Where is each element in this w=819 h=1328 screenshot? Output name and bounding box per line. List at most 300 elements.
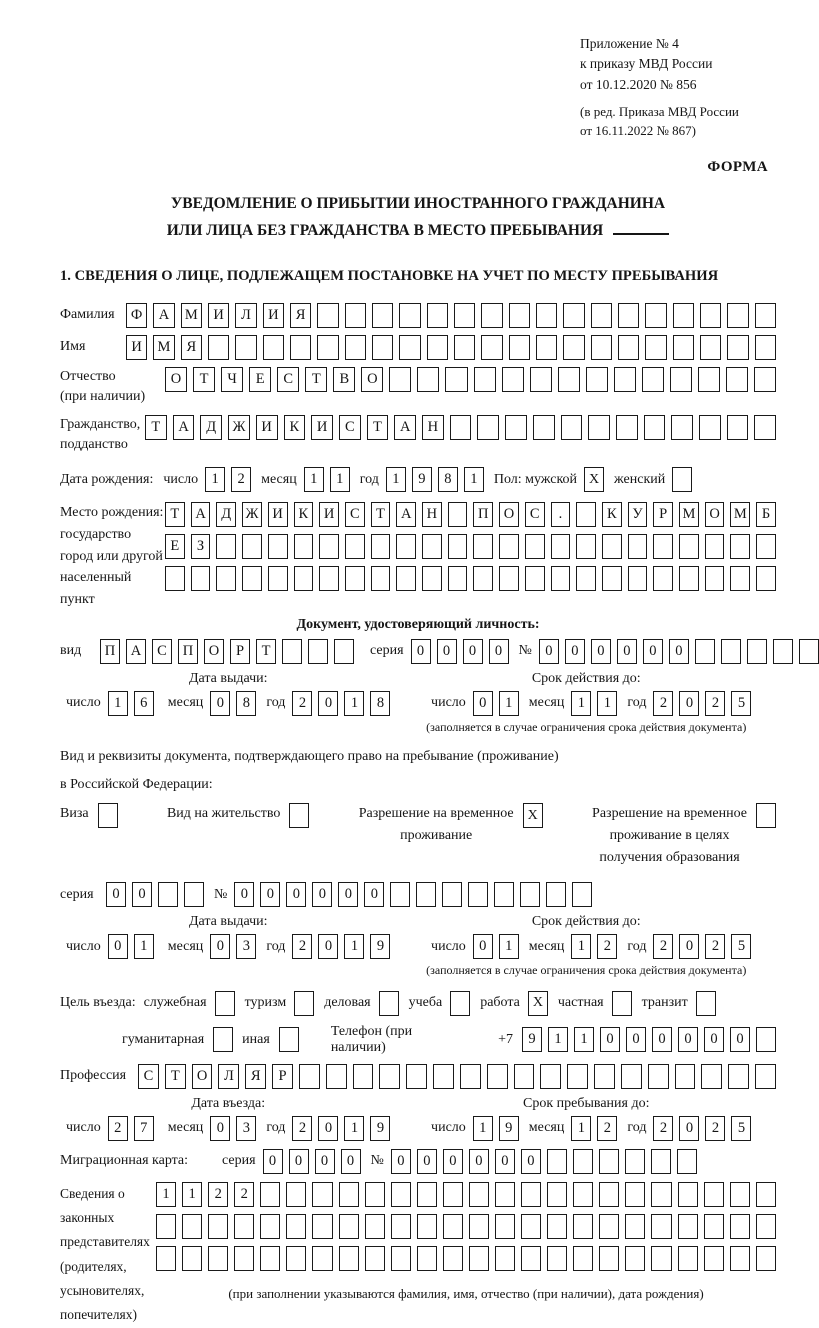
char-cell[interactable]: [294, 566, 314, 591]
char-cell[interactable]: [365, 1246, 385, 1271]
char-cell[interactable]: 0: [679, 691, 699, 716]
char-cell[interactable]: 1: [571, 691, 591, 716]
char-cell[interactable]: [445, 367, 467, 392]
char-cell[interactable]: [443, 1214, 463, 1239]
char-cell[interactable]: Е: [249, 367, 271, 392]
char-cell[interactable]: [263, 335, 284, 360]
surname-cells[interactable]: [126, 303, 776, 328]
char-cell[interactable]: 1: [344, 1116, 364, 1141]
char-cell[interactable]: 0: [600, 1027, 620, 1052]
char-cell[interactable]: [442, 882, 462, 907]
char-cell[interactable]: [679, 566, 699, 591]
char-cell[interactable]: А: [173, 415, 195, 440]
char-cell[interactable]: Т: [165, 502, 185, 527]
char-cell[interactable]: 0: [437, 639, 457, 664]
char-cell[interactable]: И: [319, 502, 339, 527]
residence-issue-year-cells[interactable]: [292, 934, 390, 959]
char-cell[interactable]: [495, 1246, 515, 1271]
char-cell[interactable]: Л: [218, 1064, 239, 1089]
char-cell[interactable]: [396, 534, 416, 559]
char-cell[interactable]: [651, 1149, 671, 1174]
char-cell[interactable]: С: [525, 502, 545, 527]
char-cell[interactable]: 1: [182, 1182, 202, 1207]
char-cell[interactable]: [773, 639, 793, 664]
char-cell[interactable]: 2: [231, 467, 251, 492]
char-cell[interactable]: [260, 1246, 280, 1271]
char-cell[interactable]: [536, 303, 557, 328]
char-cell[interactable]: [642, 367, 664, 392]
char-cell[interactable]: [427, 303, 448, 328]
char-cell[interactable]: [317, 303, 338, 328]
char-cell[interactable]: [242, 566, 262, 591]
char-cell[interactable]: [326, 1064, 347, 1089]
residence-permit-checkbox[interactable]: [289, 803, 309, 828]
char-cell[interactable]: [536, 335, 557, 360]
char-cell[interactable]: 5: [731, 691, 751, 716]
stay-day-cells[interactable]: [473, 1116, 519, 1141]
char-cell[interactable]: [747, 639, 767, 664]
char-cell[interactable]: [625, 1149, 645, 1174]
char-cell[interactable]: [396, 566, 416, 591]
char-cell[interactable]: [390, 882, 410, 907]
migration-number-cells[interactable]: [391, 1149, 697, 1174]
char-cell[interactable]: [208, 1214, 228, 1239]
char-cell[interactable]: 0: [521, 1149, 541, 1174]
char-cell[interactable]: [422, 534, 442, 559]
char-cell[interactable]: [156, 1246, 176, 1271]
citizenship-cells[interactable]: [145, 415, 776, 440]
char-cell[interactable]: [727, 415, 749, 440]
char-cell[interactable]: 0: [469, 1149, 489, 1174]
char-cell[interactable]: К: [294, 502, 314, 527]
char-cell[interactable]: О: [192, 1064, 213, 1089]
char-cell[interactable]: [730, 534, 750, 559]
char-cell[interactable]: [371, 534, 391, 559]
char-cell[interactable]: 0: [678, 1027, 698, 1052]
char-cell[interactable]: 0: [106, 882, 126, 907]
char-cell[interactable]: 2: [653, 691, 673, 716]
entry-month-cells[interactable]: [210, 1116, 256, 1141]
char-cell[interactable]: [705, 566, 725, 591]
issue-day-cells[interactable]: [108, 691, 154, 716]
char-cell[interactable]: Т: [367, 415, 389, 440]
char-cell[interactable]: [721, 639, 741, 664]
char-cell[interactable]: [469, 1246, 489, 1271]
char-cell[interactable]: [586, 367, 608, 392]
char-cell[interactable]: 3: [236, 1116, 256, 1141]
char-cell[interactable]: 0: [643, 639, 663, 664]
char-cell[interactable]: [495, 1182, 515, 1207]
char-cell[interactable]: 0: [318, 1116, 338, 1141]
char-cell[interactable]: 2: [234, 1182, 254, 1207]
char-cell[interactable]: [700, 303, 721, 328]
char-cell[interactable]: [625, 1246, 645, 1271]
char-cell[interactable]: 1: [156, 1182, 176, 1207]
char-cell[interactable]: М: [730, 502, 750, 527]
char-cell[interactable]: [699, 415, 721, 440]
char-cell[interactable]: 0: [260, 882, 280, 907]
char-cell[interactable]: [242, 534, 262, 559]
char-cell[interactable]: [339, 1182, 359, 1207]
char-cell[interactable]: 3: [236, 934, 256, 959]
char-cell[interactable]: 0: [312, 882, 332, 907]
char-cell[interactable]: [576, 534, 596, 559]
char-cell[interactable]: 0: [679, 934, 699, 959]
char-cell[interactable]: Ч: [221, 367, 243, 392]
char-cell[interactable]: [730, 1182, 750, 1207]
char-cell[interactable]: 1: [571, 934, 591, 959]
birth-place-cells-row1[interactable]: [165, 502, 776, 527]
char-cell[interactable]: [158, 882, 178, 907]
char-cell[interactable]: [494, 882, 514, 907]
char-cell[interactable]: 0: [318, 934, 338, 959]
temporary-residence-education-checkbox[interactable]: [756, 803, 776, 828]
char-cell[interactable]: [754, 367, 776, 392]
char-cell[interactable]: 7: [134, 1116, 154, 1141]
char-cell[interactable]: [417, 1182, 437, 1207]
char-cell[interactable]: [443, 1182, 463, 1207]
char-cell[interactable]: [417, 367, 439, 392]
char-cell[interactable]: [628, 566, 648, 591]
char-cell[interactable]: Р: [272, 1064, 293, 1089]
char-cell[interactable]: [345, 303, 366, 328]
char-cell[interactable]: 1: [108, 691, 128, 716]
char-cell[interactable]: 0: [364, 882, 384, 907]
char-cell[interactable]: 0: [318, 691, 338, 716]
char-cell[interactable]: 5: [731, 1116, 751, 1141]
char-cell[interactable]: [756, 534, 776, 559]
char-cell[interactable]: С: [152, 639, 172, 664]
issue-month-cells[interactable]: [210, 691, 256, 716]
char-cell[interactable]: 1: [571, 1116, 591, 1141]
char-cell[interactable]: Я: [245, 1064, 266, 1089]
char-cell[interactable]: В: [333, 367, 355, 392]
char-cell[interactable]: 0: [411, 639, 431, 664]
char-cell[interactable]: [184, 882, 204, 907]
char-cell[interactable]: [755, 335, 776, 360]
char-cell[interactable]: [567, 1064, 588, 1089]
char-cell[interactable]: [704, 1214, 724, 1239]
char-cell[interactable]: С: [277, 367, 299, 392]
char-cell[interactable]: [417, 1246, 437, 1271]
char-cell[interactable]: 2: [292, 1116, 312, 1141]
char-cell[interactable]: 1: [597, 691, 617, 716]
char-cell[interactable]: [454, 303, 475, 328]
char-cell[interactable]: [399, 303, 420, 328]
valid-month-cells[interactable]: [571, 691, 617, 716]
char-cell[interactable]: К: [284, 415, 306, 440]
char-cell[interactable]: [372, 303, 393, 328]
purpose-work-checkbox[interactable]: X: [528, 991, 548, 1016]
char-cell[interactable]: [799, 639, 819, 664]
char-cell[interactable]: З: [191, 534, 211, 559]
char-cell[interactable]: Я: [181, 335, 202, 360]
char-cell[interactable]: [379, 1064, 400, 1089]
purpose-business-checkbox[interactable]: [379, 991, 399, 1016]
char-cell[interactable]: 0: [289, 1149, 309, 1174]
char-cell[interactable]: [319, 534, 339, 559]
char-cell[interactable]: [469, 1214, 489, 1239]
char-cell[interactable]: С: [138, 1064, 159, 1089]
char-cell[interactable]: 1: [330, 467, 350, 492]
char-cell[interactable]: 1: [499, 691, 519, 716]
char-cell[interactable]: [653, 534, 673, 559]
char-cell[interactable]: [260, 1182, 280, 1207]
char-cell[interactable]: Т: [371, 502, 391, 527]
char-cell[interactable]: 2: [653, 934, 673, 959]
residence-series-cells[interactable]: [106, 882, 204, 907]
char-cell[interactable]: [670, 367, 692, 392]
char-cell[interactable]: [671, 415, 693, 440]
char-cell[interactable]: [645, 303, 666, 328]
char-cell[interactable]: [454, 335, 475, 360]
char-cell[interactable]: [312, 1214, 332, 1239]
char-cell[interactable]: [372, 335, 393, 360]
char-cell[interactable]: [208, 335, 229, 360]
char-cell[interactable]: [572, 882, 592, 907]
char-cell[interactable]: [644, 415, 666, 440]
char-cell[interactable]: [614, 367, 636, 392]
char-cell[interactable]: [573, 1182, 593, 1207]
char-cell[interactable]: [477, 415, 499, 440]
visa-checkbox[interactable]: [98, 803, 118, 828]
char-cell[interactable]: [339, 1246, 359, 1271]
representatives-cells-row1[interactable]: [156, 1182, 776, 1207]
char-cell[interactable]: [481, 335, 502, 360]
char-cell[interactable]: 0: [730, 1027, 750, 1052]
char-cell[interactable]: [286, 1182, 306, 1207]
char-cell[interactable]: 2: [597, 934, 617, 959]
char-cell[interactable]: Е: [165, 534, 185, 559]
purpose-other-checkbox[interactable]: [279, 1027, 299, 1052]
char-cell[interactable]: [156, 1214, 176, 1239]
representatives-cells-row3[interactable]: [156, 1246, 776, 1271]
temporary-residence-checkbox[interactable]: X: [523, 803, 543, 828]
char-cell[interactable]: 2: [653, 1116, 673, 1141]
char-cell[interactable]: [417, 1214, 437, 1239]
birth-month-cells[interactable]: [304, 467, 350, 492]
char-cell[interactable]: [625, 1182, 645, 1207]
char-cell[interactable]: [730, 1246, 750, 1271]
char-cell[interactable]: 1: [304, 467, 324, 492]
sex-male-checkbox[interactable]: X: [584, 467, 604, 492]
char-cell[interactable]: [268, 566, 288, 591]
char-cell[interactable]: 1: [344, 691, 364, 716]
char-cell[interactable]: 9: [370, 1116, 390, 1141]
char-cell[interactable]: 0: [539, 639, 559, 664]
char-cell[interactable]: [698, 367, 720, 392]
char-cell[interactable]: [648, 1064, 669, 1089]
char-cell[interactable]: 0: [669, 639, 689, 664]
char-cell[interactable]: 8: [236, 691, 256, 716]
char-cell[interactable]: [525, 566, 545, 591]
char-cell[interactable]: О: [165, 367, 187, 392]
char-cell[interactable]: [345, 534, 365, 559]
char-cell[interactable]: [505, 415, 527, 440]
char-cell[interactable]: [755, 303, 776, 328]
char-cell[interactable]: М: [679, 502, 699, 527]
char-cell[interactable]: 0: [617, 639, 637, 664]
char-cell[interactable]: [406, 1064, 427, 1089]
char-cell[interactable]: [727, 335, 748, 360]
char-cell[interactable]: Я: [290, 303, 311, 328]
char-cell[interactable]: А: [394, 415, 416, 440]
char-cell[interactable]: [756, 1182, 776, 1207]
char-cell[interactable]: [481, 303, 502, 328]
char-cell[interactable]: [286, 1246, 306, 1271]
birth-year-cells[interactable]: [386, 467, 484, 492]
entry-year-cells[interactable]: [292, 1116, 390, 1141]
char-cell[interactable]: 0: [391, 1149, 411, 1174]
profession-cells[interactable]: [138, 1064, 776, 1089]
char-cell[interactable]: [450, 415, 472, 440]
char-cell[interactable]: 1: [574, 1027, 594, 1052]
char-cell[interactable]: 0: [489, 639, 509, 664]
char-cell[interactable]: А: [396, 502, 416, 527]
char-cell[interactable]: [216, 534, 236, 559]
char-cell[interactable]: [705, 534, 725, 559]
char-cell[interactable]: [234, 1214, 254, 1239]
char-cell[interactable]: [561, 415, 583, 440]
char-cell[interactable]: 0: [338, 882, 358, 907]
issue-year-cells[interactable]: [292, 691, 390, 716]
char-cell[interactable]: 0: [263, 1149, 283, 1174]
char-cell[interactable]: [651, 1246, 671, 1271]
char-cell[interactable]: [602, 566, 622, 591]
char-cell[interactable]: [618, 335, 639, 360]
char-cell[interactable]: 9: [412, 467, 432, 492]
char-cell[interactable]: [547, 1214, 567, 1239]
char-cell[interactable]: [551, 534, 571, 559]
char-cell[interactable]: 5: [731, 934, 751, 959]
char-cell[interactable]: 1: [473, 1116, 493, 1141]
char-cell[interactable]: [520, 882, 540, 907]
char-cell[interactable]: П: [178, 639, 198, 664]
char-cell[interactable]: [282, 639, 302, 664]
char-cell[interactable]: 2: [208, 1182, 228, 1207]
char-cell[interactable]: [754, 415, 776, 440]
char-cell[interactable]: 0: [473, 691, 493, 716]
char-cell[interactable]: [345, 335, 366, 360]
char-cell[interactable]: [365, 1214, 385, 1239]
char-cell[interactable]: М: [153, 335, 174, 360]
valid-day-cells[interactable]: [473, 691, 519, 716]
char-cell[interactable]: 9: [499, 1116, 519, 1141]
char-cell[interactable]: 0: [341, 1149, 361, 1174]
char-cell[interactable]: П: [100, 639, 120, 664]
char-cell[interactable]: 2: [292, 691, 312, 716]
char-cell[interactable]: [573, 1149, 593, 1174]
char-cell[interactable]: [573, 1246, 593, 1271]
char-cell[interactable]: [499, 566, 519, 591]
purpose-private-checkbox[interactable]: [612, 991, 632, 1016]
char-cell[interactable]: У: [628, 502, 648, 527]
char-cell[interactable]: [443, 1246, 463, 1271]
char-cell[interactable]: [473, 566, 493, 591]
char-cell[interactable]: Ж: [242, 502, 262, 527]
representatives-cells-row2[interactable]: [156, 1214, 776, 1239]
migration-series-cells[interactable]: [263, 1149, 361, 1174]
char-cell[interactable]: [460, 1064, 481, 1089]
char-cell[interactable]: 0: [234, 882, 254, 907]
char-cell[interactable]: 2: [292, 934, 312, 959]
char-cell[interactable]: 1: [548, 1027, 568, 1052]
char-cell[interactable]: [389, 367, 411, 392]
char-cell[interactable]: [299, 1064, 320, 1089]
char-cell[interactable]: [521, 1182, 541, 1207]
residence-issue-day-cells[interactable]: [108, 934, 154, 959]
char-cell[interactable]: [591, 335, 612, 360]
char-cell[interactable]: [448, 566, 468, 591]
char-cell[interactable]: [546, 882, 566, 907]
stay-year-cells[interactable]: [653, 1116, 751, 1141]
char-cell[interactable]: [756, 1214, 776, 1239]
char-cell[interactable]: [521, 1214, 541, 1239]
char-cell[interactable]: [730, 566, 750, 591]
char-cell[interactable]: 0: [108, 934, 128, 959]
char-cell[interactable]: А: [191, 502, 211, 527]
char-cell[interactable]: 0: [495, 1149, 515, 1174]
char-cell[interactable]: [599, 1214, 619, 1239]
char-cell[interactable]: [727, 303, 748, 328]
name-cells[interactable]: [126, 335, 776, 360]
char-cell[interactable]: [599, 1246, 619, 1271]
char-cell[interactable]: 0: [417, 1149, 437, 1174]
char-cell[interactable]: [675, 1064, 696, 1089]
char-cell[interactable]: 0: [591, 639, 611, 664]
char-cell[interactable]: И: [208, 303, 229, 328]
char-cell[interactable]: [371, 566, 391, 591]
char-cell[interactable]: [573, 1214, 593, 1239]
char-cell[interactable]: Д: [200, 415, 222, 440]
char-cell[interactable]: И: [268, 502, 288, 527]
char-cell[interactable]: [502, 367, 524, 392]
char-cell[interactable]: [416, 882, 436, 907]
char-cell[interactable]: .: [551, 502, 571, 527]
char-cell[interactable]: М: [181, 303, 202, 328]
char-cell[interactable]: [679, 534, 699, 559]
char-cell[interactable]: Т: [256, 639, 276, 664]
char-cell[interactable]: [704, 1246, 724, 1271]
char-cell[interactable]: 0: [679, 1116, 699, 1141]
char-cell[interactable]: [312, 1246, 332, 1271]
purpose-humanitarian-checkbox[interactable]: [213, 1027, 233, 1052]
purpose-transit-checkbox[interactable]: [696, 991, 716, 1016]
char-cell[interactable]: [182, 1246, 202, 1271]
char-cell[interactable]: 1: [134, 934, 154, 959]
char-cell[interactable]: 0: [315, 1149, 335, 1174]
phone-cells[interactable]: [522, 1027, 776, 1052]
char-cell[interactable]: И: [311, 415, 333, 440]
char-cell[interactable]: 2: [108, 1116, 128, 1141]
char-cell[interactable]: О: [361, 367, 383, 392]
char-cell[interactable]: О: [705, 502, 725, 527]
char-cell[interactable]: Б: [756, 502, 776, 527]
char-cell[interactable]: Р: [230, 639, 250, 664]
char-cell[interactable]: [165, 566, 185, 591]
char-cell[interactable]: [547, 1149, 567, 1174]
char-cell[interactable]: [473, 534, 493, 559]
char-cell[interactable]: [540, 1064, 561, 1089]
char-cell[interactable]: Н: [422, 502, 442, 527]
char-cell[interactable]: П: [473, 502, 493, 527]
char-cell[interactable]: Р: [653, 502, 673, 527]
char-cell[interactable]: [495, 1214, 515, 1239]
char-cell[interactable]: [365, 1182, 385, 1207]
char-cell[interactable]: 0: [626, 1027, 646, 1052]
doc-kind-cells[interactable]: [100, 639, 354, 664]
char-cell[interactable]: [268, 534, 288, 559]
